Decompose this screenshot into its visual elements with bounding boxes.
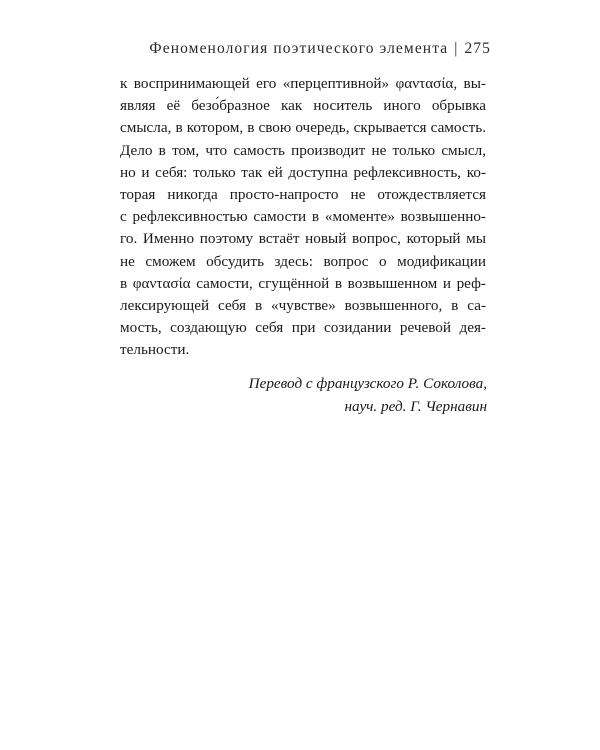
body-line: в φαντασία самости, сгущённой в возвышенном и реф-: [120, 274, 486, 292]
credit-line-translation: Перевод с французского Р. Соколова,: [248, 375, 487, 392]
body-line: лексирующей себя в «чувстве» возвышенного, в са-: [120, 297, 486, 315]
body-paragraph: [120, 73, 486, 362]
body-line: к воспринимающей его «перцептивной» φαντασία, вы-: [120, 75, 486, 92]
body-line: Дело в том, что самость производит не только смысл,: [120, 141, 486, 159]
page-number: 275: [464, 40, 491, 57]
body-line: тельности.: [120, 341, 190, 359]
header-title: Феноменология поэтического элемента: [149, 40, 449, 57]
header-separator: |: [454, 40, 459, 57]
credit-line-editor: науч. ред. Г. Чернавин: [344, 397, 487, 415]
body-line: являя её безо́бразное как носитель иного обрывка: [120, 97, 486, 115]
translator-credit: [249, 373, 487, 418]
body-line: с рефлексивностью самости в «моменте» возвышенно-: [120, 208, 486, 226]
body-line: смысла, в котором, в свою очередь, скрывается самость.: [120, 119, 486, 137]
body-line: мость, создающую себя при созидании речевой дея-: [120, 319, 486, 337]
body-line: не сможем обсудить здесь: вопрос о модификации: [120, 252, 486, 270]
body-line: но и себя: только так ей доступна рефлексивность, ко-: [120, 163, 486, 181]
body-line: торая никогда просто-напросто не отождествляется: [120, 186, 486, 204]
running-header: [149, 40, 491, 58]
body-line: го. Именно поэтому встаёт новый вопрос, который мы: [120, 230, 486, 248]
